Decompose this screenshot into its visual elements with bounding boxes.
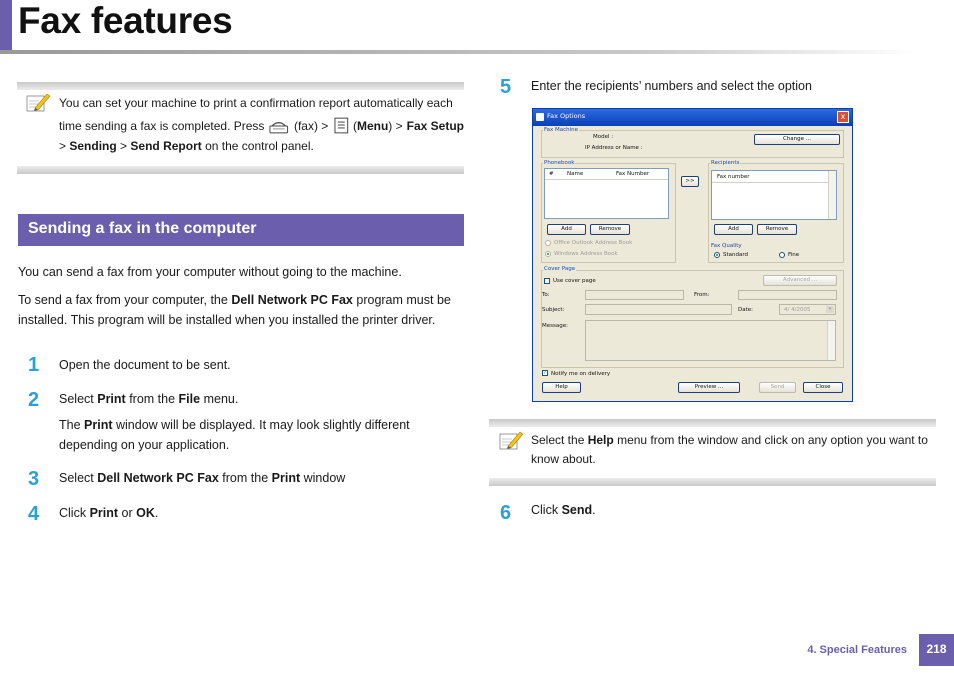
section-para-1 bbox=[18, 262, 464, 282]
para2-bold: Dell Network PC Fax bbox=[231, 293, 353, 307]
recipients-list[interactable] bbox=[711, 170, 837, 220]
s2-d: File bbox=[178, 392, 201, 406]
note2-top-rule bbox=[489, 419, 936, 427]
step-6-number: 6 bbox=[500, 502, 512, 524]
s2-b: Print bbox=[97, 392, 126, 406]
fax-setup: Fax Setup bbox=[406, 118, 464, 133]
fax-options-window bbox=[532, 108, 853, 402]
fax-icon bbox=[267, 117, 291, 135]
para2-c: installed. This program will be installed when you installed the printer driver. bbox=[18, 313, 436, 327]
note2-help: Help bbox=[587, 433, 614, 447]
date-picker[interactable] bbox=[779, 304, 836, 315]
fax-options-title: Fax Options bbox=[547, 112, 586, 120]
footer-section: 4. Special Features bbox=[807, 644, 907, 656]
s2-sub-a: The bbox=[59, 418, 81, 432]
note1-line3-end: on the control panel. bbox=[205, 139, 314, 154]
step-3-text bbox=[59, 468, 345, 488]
window-close-icon[interactable]: x bbox=[837, 111, 849, 123]
fine-radio[interactable] bbox=[779, 252, 785, 258]
s4-e: . bbox=[154, 506, 159, 520]
outlook-radio[interactable] bbox=[545, 240, 551, 246]
outlook-option: Office Outlook Address Book bbox=[554, 240, 633, 246]
s3-b: Dell Network PC Fax bbox=[97, 471, 219, 485]
date-dropdown-icon: ▾ bbox=[826, 306, 834, 313]
para2-a: To send a fax from your computer, the bbox=[18, 293, 228, 307]
s6-b: Send bbox=[561, 503, 593, 517]
s4-c: or bbox=[121, 506, 133, 520]
preview-button[interactable]: Preview ... bbox=[678, 382, 740, 393]
col-hash: # bbox=[549, 171, 554, 177]
s6-a: Click bbox=[531, 503, 559, 517]
sending: Sending bbox=[69, 139, 117, 154]
notify-label: Notify me on delivery bbox=[551, 371, 611, 377]
s2-sub-b: Print bbox=[84, 418, 113, 432]
message-label: Message: bbox=[542, 323, 568, 329]
ip-label: IP Address or Name : bbox=[585, 145, 643, 151]
to-input[interactable] bbox=[585, 290, 684, 300]
date-value: 4/ 4/2005 bbox=[784, 307, 811, 313]
cover-page-label: Cover Page bbox=[544, 266, 576, 272]
use-cover-checkbox[interactable] bbox=[544, 278, 550, 284]
recipients-label: Recipients bbox=[711, 160, 740, 166]
s4-a: Click bbox=[59, 506, 87, 520]
step-3-number: 3 bbox=[28, 468, 40, 490]
page-title: Fax features bbox=[18, 0, 233, 41]
windows-option: Windows Address Book bbox=[554, 251, 618, 257]
step-6-text bbox=[531, 500, 596, 520]
windows-radio[interactable] bbox=[545, 251, 551, 257]
note2-a: Select the bbox=[531, 433, 585, 447]
note-top-rule bbox=[17, 82, 464, 90]
close-button[interactable]: Close bbox=[803, 382, 843, 393]
from-input[interactable] bbox=[738, 290, 837, 300]
step-2-subtext bbox=[59, 415, 459, 455]
menu-icon bbox=[333, 117, 351, 134]
note-confirmation-report bbox=[17, 82, 464, 174]
title-accent-bar bbox=[0, 0, 12, 52]
s3-c: from the bbox=[222, 471, 269, 485]
help-button[interactable]: Help bbox=[542, 382, 581, 393]
fax-options-titlebar bbox=[533, 109, 852, 126]
note-help-menu bbox=[489, 419, 936, 486]
model-label: Model : bbox=[593, 134, 614, 140]
note2-pencil-icon bbox=[498, 430, 524, 454]
note-bottom-rule bbox=[17, 166, 464, 174]
phonebook-label: Phonebook bbox=[544, 160, 575, 166]
s4-b: Print bbox=[89, 506, 119, 520]
recipients-col-fax: Fax number bbox=[717, 174, 750, 180]
advanced-button[interactable]: Advanced ... bbox=[763, 275, 837, 286]
note-pencil-icon bbox=[25, 92, 51, 116]
phonebook-list[interactable] bbox=[544, 168, 669, 219]
col-name: Name bbox=[567, 171, 584, 177]
title-divider bbox=[0, 50, 915, 54]
menu-bold: Menu bbox=[356, 118, 389, 133]
note1-line2: time sending a fax is completed. Press bbox=[59, 118, 265, 133]
s2-a: Select bbox=[59, 392, 94, 406]
para2-b: program must be bbox=[356, 293, 451, 307]
phonebook-remove-button[interactable]: Remove bbox=[590, 224, 630, 235]
from-label: From: bbox=[694, 292, 710, 298]
recipients-remove-button[interactable]: Remove bbox=[757, 224, 797, 235]
s2-sub-c: window will be displayed. It may look slightly different bbox=[116, 418, 410, 432]
step-4-text bbox=[59, 503, 158, 523]
note2-c: menu from the window and click on any option you want to bbox=[617, 433, 928, 447]
s3-e: window bbox=[303, 471, 346, 485]
to-label: To: bbox=[542, 292, 550, 298]
send-button[interactable]: Send bbox=[759, 382, 796, 393]
window-app-icon bbox=[536, 113, 544, 121]
s3-d: Print bbox=[271, 471, 301, 485]
note1-line1: You can set your machine to print a confirmation report automatically each bbox=[59, 96, 453, 110]
step-4-number: 4 bbox=[28, 503, 40, 525]
fine-label: Fine bbox=[788, 252, 800, 258]
use-cover-label: Use cover page bbox=[553, 278, 596, 284]
s6-c: . bbox=[592, 503, 596, 517]
section-para-2 bbox=[18, 290, 464, 330]
subject-input[interactable] bbox=[585, 304, 732, 315]
gt-2: > bbox=[120, 139, 128, 154]
step-2-number: 2 bbox=[28, 389, 40, 411]
notify-checkbox[interactable]: ✓ bbox=[543, 370, 548, 376]
note2-d: know about. bbox=[531, 451, 596, 466]
standard-label: Standard bbox=[723, 252, 749, 258]
col-fax-number: Fax Number bbox=[616, 171, 650, 177]
note2-bottom-rule bbox=[489, 478, 936, 486]
gt-1: > bbox=[59, 139, 67, 154]
change-button[interactable]: Change ... bbox=[754, 134, 840, 145]
close-gt: ) > bbox=[388, 118, 403, 133]
section-heading-text: Sending a fax in the computer bbox=[28, 220, 257, 237]
subject-label: Subject: bbox=[542, 307, 565, 313]
fax-machine-label: Fax Machine bbox=[544, 127, 579, 133]
fax-label: (fax) > bbox=[293, 118, 329, 133]
step-2-text bbox=[59, 389, 238, 409]
step-5-number: 5 bbox=[500, 76, 512, 98]
para1-text: You can send a fax from your computer without going to the machine. bbox=[18, 265, 402, 279]
section-heading bbox=[18, 214, 464, 246]
recipients-add-button[interactable]: Add bbox=[714, 224, 753, 235]
add-to-recipients-button[interactable]: >> bbox=[681, 176, 699, 187]
s2-c: from the bbox=[129, 392, 176, 406]
step-5-text: Enter the recipients’ numbers and select the option bbox=[531, 79, 812, 93]
s3-a: Select bbox=[59, 471, 94, 485]
open-paren: ( bbox=[352, 118, 357, 133]
date-label: Date: bbox=[738, 307, 753, 313]
fax-quality-label: Fax Quality bbox=[711, 243, 742, 249]
phonebook-add-button[interactable]: Add bbox=[547, 224, 586, 235]
s2-sub-d: depending on your application. bbox=[59, 438, 230, 452]
standard-radio[interactable] bbox=[714, 252, 720, 258]
step-1-number: 1 bbox=[28, 354, 40, 376]
step-1-text: Open the document to be sent. bbox=[59, 358, 231, 372]
s2-e: menu. bbox=[203, 392, 239, 406]
send-report: Send Report bbox=[130, 139, 202, 154]
s4-d: OK bbox=[136, 506, 155, 520]
page-number: 218 bbox=[919, 634, 954, 666]
message-textarea[interactable] bbox=[585, 320, 836, 361]
